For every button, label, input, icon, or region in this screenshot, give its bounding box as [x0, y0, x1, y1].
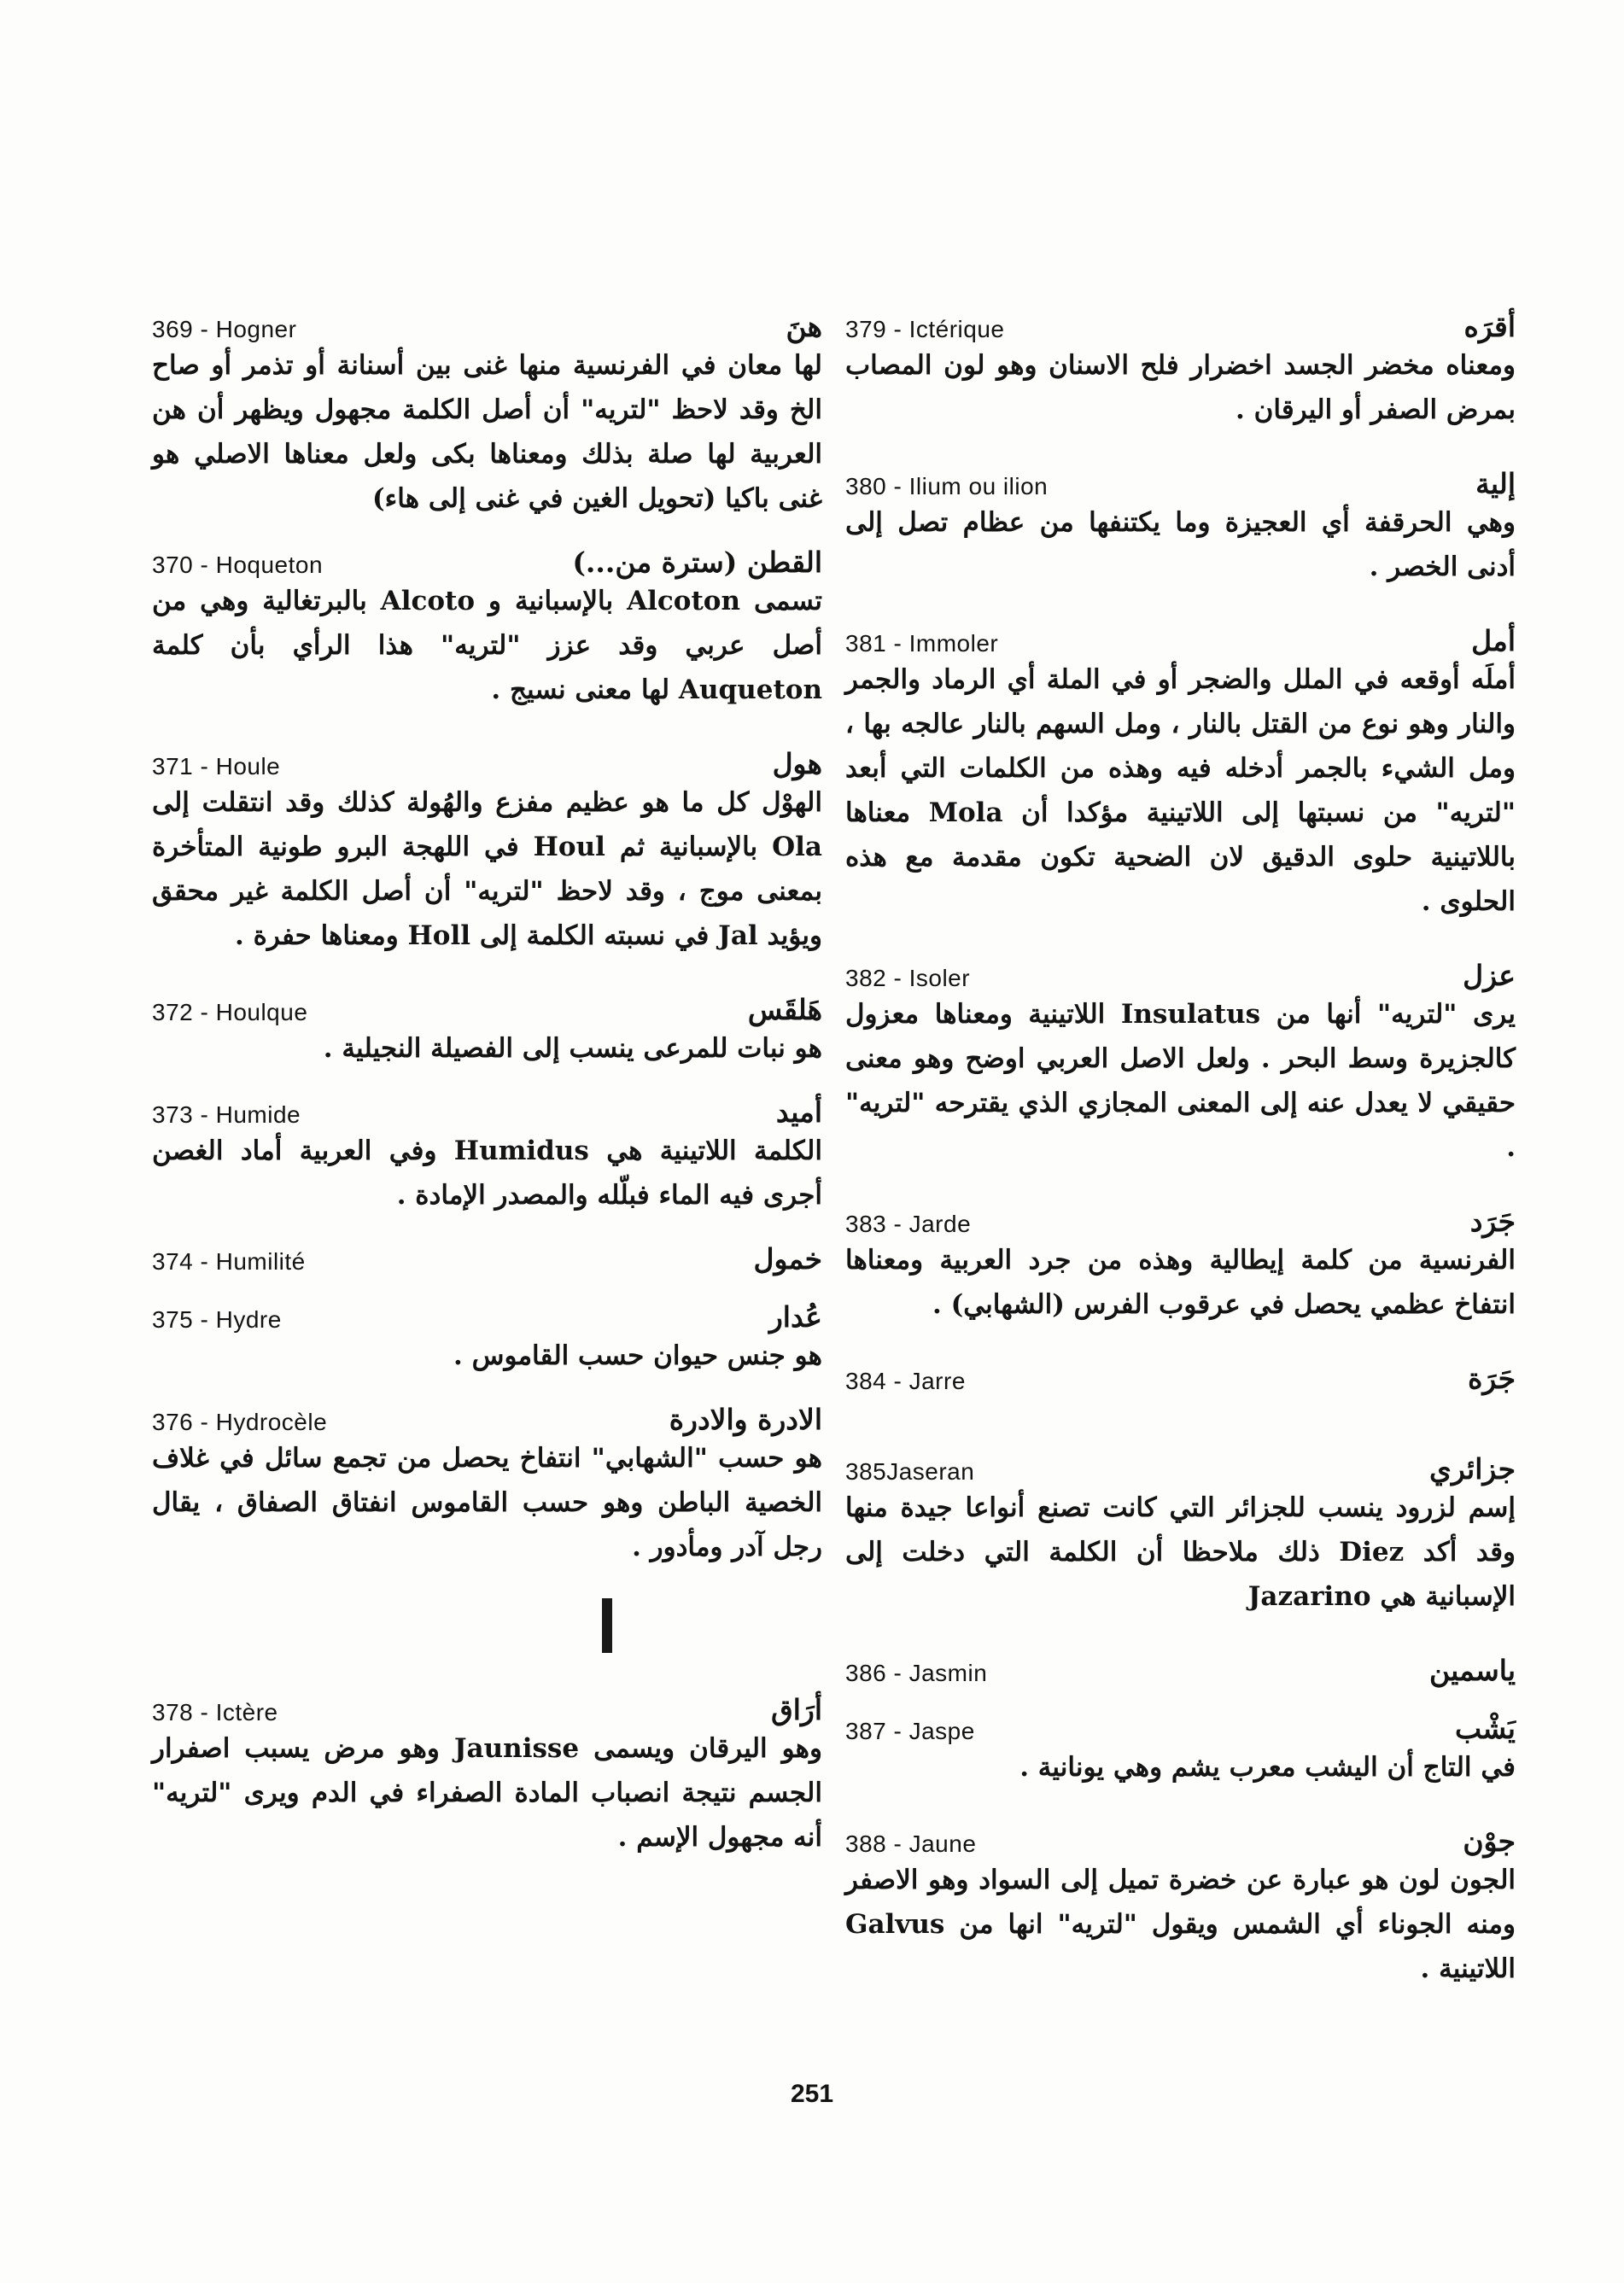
entry-text: الكلمة اللاتينية هي Humidus وفي العربية أماد الغصن أجرى فيه الماء فبلّله والمصدر الإمادة .: [152, 1136, 822, 1211]
entry-arabic-head: أقرَه: [1463, 310, 1516, 343]
entry-373: [152, 1089, 822, 1217]
entry-arabic-head: يَشْب: [1454, 1712, 1516, 1745]
entry-term: 387 - Jaspe: [845, 1718, 975, 1744]
entry-text: الفرنسية من كلمة إيطالية وهذه من جرد العربية ومعناها انتفاخ عظمي يحصل في عرقوب الفرس (الشهابي) .: [845, 1245, 1516, 1320]
entry-term: 380 - Ilium ou ilion: [845, 473, 1049, 499]
entry-text: وهي الحرقفة أي العجيزة وما يكتنفها من عظام تصل إلى أدنى الخصر .: [845, 507, 1516, 582]
entry-arabic-head: خمول: [753, 1242, 822, 1276]
entry-text: إسم لزرود ينسب للجزائر التي كانت تصنع أنواعا جيدة منها وقد أكد Diez ذلك ملاحظا أن الكلمة التي دخلت إلى الإسبانية هي Jazarino: [845, 1492, 1516, 1612]
entry-371: [152, 741, 822, 958]
section-letter-mark: [602, 1598, 612, 1653]
entry-text: الهوْل كل ما هو عظيم مفزع والهُولة كذلك وقد انتقلت إلى Ola بالإسبانية ثم Houl في اللهجة البرو طونية المتأخرة بمعنى موج ، وقد لاحظ "لتريه" أن أصل الكلمة غير محقق ويؤيد Jal في نسبته الكلمة إلى Holl ومعناها حفرة .: [152, 787, 822, 951]
entry-term: 369 - Hogner: [152, 316, 297, 342]
entry-text: هو حسب "الشهابي" انتفاخ يحصل من تجمع سائل في غلاف الخصية الباطن وهو حسب القاموس انفتاق الصفاق ، يقال رجل آدر ومأدور .: [152, 1443, 822, 1562]
entry-375: [152, 1294, 822, 1378]
entry-arabic-head: أرَاق: [771, 1693, 822, 1726]
entry-arabic-head: إلية: [1475, 467, 1516, 500]
entry-arabic-head: أمل: [1471, 624, 1516, 657]
entry-arabic-head: هنَ: [786, 310, 822, 343]
entry-text: ومعناه مخضر الجسد اخضرار فلح الاسنان وهو لون المصاب بمرض الصفر أو اليرقان .: [845, 350, 1516, 425]
entry-text: وهو اليرقان ويسمى Jaunisse وهو مرض يسبب اصفرار الجسم نتيجة انصباب المادة الصفراء في الدم ويرى "لتريه" أنه مجهول الإسم .: [152, 1733, 822, 1853]
entry-arabic-head: جوْن: [1463, 1825, 1516, 1858]
entry-385: [845, 1446, 1516, 1619]
entry-text: هو نبات للمرعى ينسب إلى الفصيلة النجيلية .: [323, 1033, 822, 1064]
entry-text: يرى "لتريه" أنها من Insulatus اللاتينية ومعناها معزول كالجزيرة وسط البحر . ولعل الاصل العربي اوضح وهو معنى حقيقي لا يعدل عنه إلى المعنى المجازي الذي يقترحه "لتريه" .: [845, 999, 1516, 1163]
entry-arabic-head: جَرَد: [1469, 1205, 1516, 1238]
entry-text: الجون لون هو عبارة عن خضرة تميل إلى السواد وهو الاصفر ومنه الجوناء أي الشمس ويقول "لتريه" انها من Galvus اللاتينية .: [845, 1865, 1516, 1984]
entry-380: [845, 461, 1516, 589]
entry-arabic-head: عُدار: [768, 1300, 822, 1334]
entry-arabic-head: هَلقَس: [747, 993, 822, 1026]
entry-term: 379 - Ictérique: [845, 316, 1005, 342]
entry-term: 371 - Houle: [152, 753, 281, 779]
page-number: 251: [790, 2080, 834, 2108]
entry-term: 373 - Humide: [152, 1101, 301, 1128]
entry-text: هو جنس حيوان حسب القاموس .: [453, 1340, 822, 1371]
entry-term: 374 - Humilité: [152, 1248, 306, 1275]
entry-term: 375 - Hydre: [152, 1306, 282, 1333]
entry-374: [152, 1236, 822, 1276]
entry-term: 386 - Jasmin: [845, 1660, 988, 1686]
entry-term: 383 - Jarde: [845, 1211, 972, 1237]
entry-370: [152, 540, 822, 712]
entry-386: [845, 1648, 1516, 1687]
entry-arabic-head: جَرَة: [1468, 1362, 1516, 1395]
entry-387: [845, 1706, 1516, 1790]
entry-381: [845, 618, 1516, 924]
entry-369: [152, 304, 822, 521]
entry-text: في التاج أن اليشب معرب يشم وهي يونانية .: [1019, 1752, 1516, 1783]
entry-378: [152, 1687, 822, 1860]
entry-arabic-head: الادرة والادرة: [669, 1403, 822, 1436]
entry-term: 382 - Isoler: [845, 965, 971, 991]
entry-383: [845, 1199, 1516, 1327]
right-column: [845, 304, 1516, 1991]
entry-text: أملَه أوقعه في الملل والضجر أو في الملة أي الرماد والجمر والنار وهو نوع من القتل بالنار ، ومل السهم بالنار عالجه بها ، ومل الشيء بالجمر أدخله فيه وهذه من الكلمات التي أبعد "لتريه" من نسبتها إلى اللاتينية مؤكدا أن Mola معناها باللاتينية حلوى الدقيق لان الضحية تكون مقدمة مع هذه الحلوى .: [845, 664, 1516, 917]
entry-arabic-head: ياسمين: [1428, 1654, 1516, 1687]
entry-term: 378 - Ictère: [152, 1699, 278, 1725]
entry-arabic-head: القطن (سترة من...): [572, 546, 822, 579]
entry-arabic-head: هول: [772, 747, 822, 780]
entry-384: [845, 1356, 1516, 1395]
entry-379: [845, 304, 1516, 432]
entry-term: 370 - Hoqueton: [152, 552, 324, 578]
entry-arabic-head: عزل: [1463, 959, 1516, 992]
entry-382: [845, 953, 1516, 1170]
entry-372: [152, 987, 822, 1071]
entry-term: 381 - Immoler: [845, 630, 999, 657]
entry-text: لها معان في الفرنسية منها غنى بين أسنانة أو تذمر أو صاح الخ وقد لاحظ "لتريه" أن أصل الكلمة مجهول ويظهر أن هن العربية لها صلة بذلك ومعناها بكى ولعل معناها الاصلي هو غنى باكيا (تحويل الغين في غنى إلى هاء): [152, 350, 822, 514]
entry-376: [152, 1397, 822, 1569]
entry-388: [845, 1819, 1516, 1991]
entry-text: تسمى Alcoton بالإسبانية و Alcoto بالبرتغالية وهي من أصل عربي وقد عزز "لتريه" هذا الرأي بأن كلمة Auqueton لها معنى نسيج .: [152, 586, 822, 705]
entry-term: 376 - Hydrocèle: [152, 1409, 328, 1435]
entry-arabic-head: جزائري: [1429, 1452, 1516, 1486]
entry-term: 385Jaseran: [845, 1458, 975, 1485]
entry-term: 384 - Jarre: [845, 1368, 966, 1394]
left-column: [152, 304, 822, 1860]
entry-term: 388 - Jaune: [845, 1830, 977, 1857]
entry-arabic-head: أميد: [775, 1095, 822, 1129]
entry-term: 372 - Houlque: [152, 999, 308, 1025]
